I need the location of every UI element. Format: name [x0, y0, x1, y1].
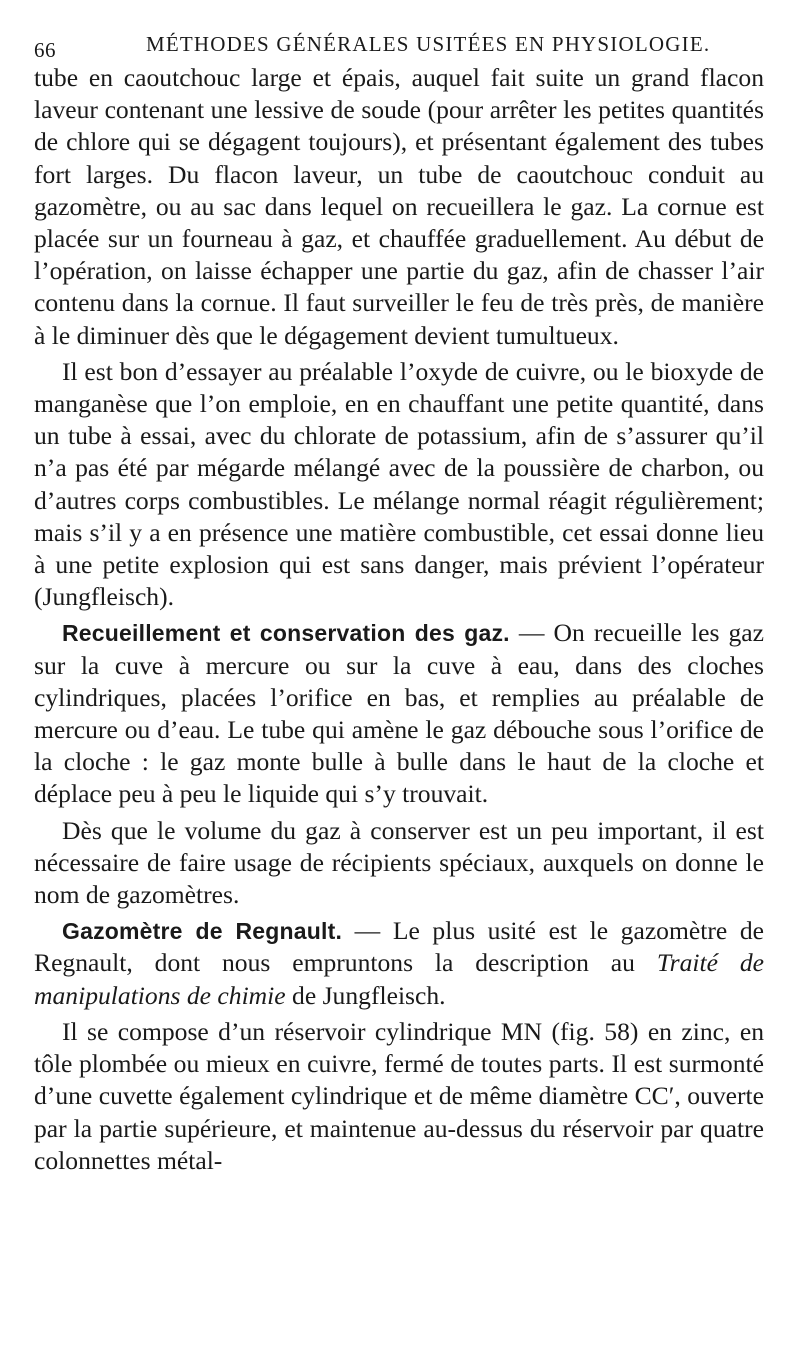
section-heading-regnault: Gazomètre de Regnault.: [62, 918, 343, 945]
paragraph-oxyde-essai: Il est bon d’essayer au préalable l’oxyde de cuivre, ou le bioxyde de manganèse que l’on emploie, en en chauffant une petite quantité, dans un tube à essai, avec du chlorate de potassium, afin de s’assurer qu’il n’a pas été par mégarde mélangé avec de la poussière de charbon, ou d’autres corps combustibles. Le mélange normal réagit régulièrement; mais s’il y a en présence une matière combustible, cet essai donne lieu à une petite explosion qui est sans danger, mais prévient l’opérateur (Jungfleisch).: [34, 356, 764, 612]
book-title-italic: Traité de manipulations de chimie: [34, 948, 764, 1010]
paragraph-regnault-text-b: de Jungfleisch.: [285, 980, 446, 1010]
running-head: [34, 28, 764, 62]
body-text: [34, 62, 764, 1177]
paragraph-continuation: tube en caoutchouc large et épais, auquel fait suite un grand flacon laveur contenant une lessive de soude (pour arrêter les petites quantités de chlore qui se dégagent toujours), et présentant également des tubes fort larges. Du flacon laveur, un tube de caoutchouc conduit au gazomètre, ou au sac dans lequel on recueillera le gaz. La cornue est placée sur un fourneau à gaz, et chauffée graduellement. Au début de l’opération, on laisse échapper une partie du gaz, afin de chasser l’air contenu dans la cornue. Il faut surveiller le feu de très près, de manière à le diminuer dès que le dégagement devient tumultueux.: [34, 63, 764, 350]
paragraph-reservoir: Il se compose d’un réservoir cylindrique MN (fig. 58) en zinc, en tôle plombée ou mieux en cuivre, fermé de toutes parts. Il est surmonté d’une cuvette également cylindrique et de même diamètre CC′, ouverte par la partie supérieure, et maintenue au-dessus du réservoir par quatre colonnettes métal-: [34, 1016, 764, 1175]
paragraph-gazometres: Dès que le volume du gaz à conserver est un peu important, il est nécessaire de faire usage de récipients spéciaux, auxquels on donne le nom de gazomètres.: [34, 815, 764, 910]
paragraph-recueillement: [34, 617, 764, 810]
running-title: MÉTHODES GÉNÉRALES USITÉES EN PHYSIOLOGIE.: [146, 32, 711, 56]
section-heading-recueillement: Recueillement et conservation des gaz.: [62, 620, 510, 647]
paragraph-regnault-text-a: — Le plus usité est le gazomètre de Regnault, dont nous empruntons la description au: [34, 916, 764, 978]
paragraph-recueillement-text: — On recueille les gaz sur la cuve à mercure ou sur la cuve à eau, dans des cloches cylindriques, placées l’orifice en bas, et remplies au préalable de mercure ou d’eau. Le tube qui amène le gaz débouche sous l’orifice de la cloche : le gaz monte bulle à bulle dans le haut de la cloche et déplace peu à peu le liquide qui s’y trouvait.: [34, 618, 764, 809]
page-number: 66: [34, 38, 56, 62]
paragraph-regnault: [34, 915, 764, 1012]
